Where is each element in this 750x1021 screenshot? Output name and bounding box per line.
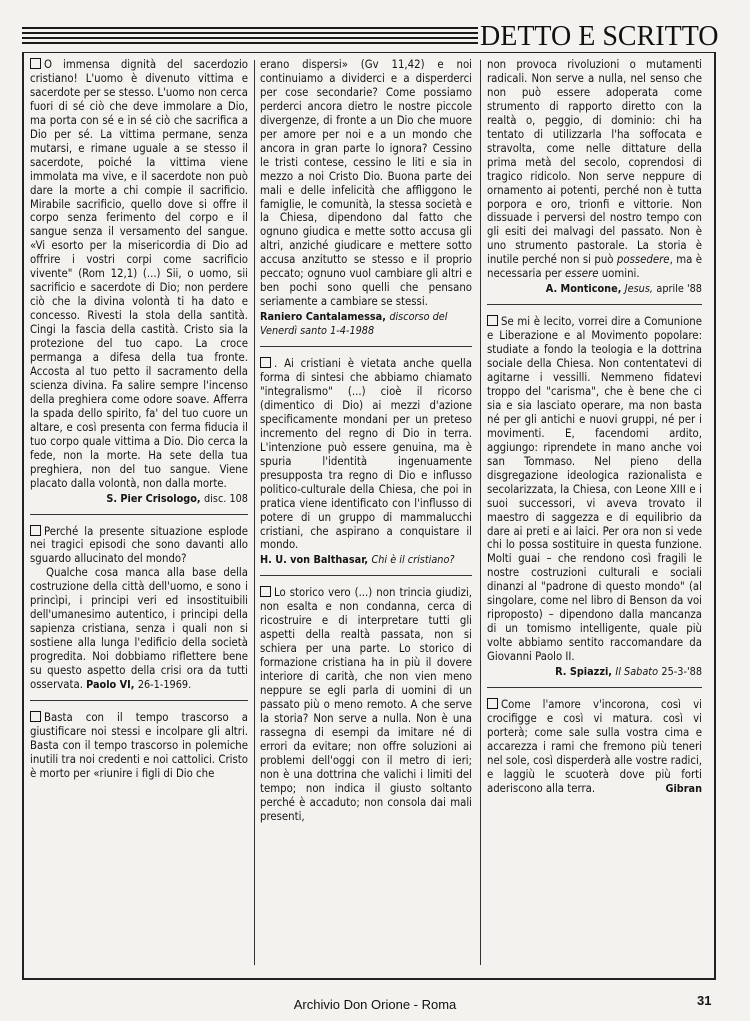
column-divider — [254, 60, 255, 965]
bullet-box-icon — [487, 698, 498, 709]
bullet-box-icon — [30, 525, 41, 536]
citation: A. Monticone, Jesus, aprile '88 — [545, 282, 702, 296]
citation: Raniero Cantalamessa, discorso del Venerdì santo 1-4-1988 — [260, 310, 448, 338]
archive-footer: Archivio Don Orione - Roma — [293, 997, 457, 1012]
citation: Gibran — [665, 781, 702, 795]
article-separator — [260, 346, 472, 347]
article-separator — [260, 575, 472, 576]
section-title: DETTO E SCRITTO — [480, 21, 719, 52]
column-2 — [260, 58, 472, 968]
quote-cantalamessa-cont: erano dispersi» (Gv 11,42) e noi continuiamo a dividerci e a disperderci per cose secondarie? Come possiamo perderci ancora dietro le nostre piccole divergenze, di fronte a un Dio che muore per amore per noi e a un mondo che ancora in gran parte lo ignora? Cessino le tristi contese, cessino le liti e sia in mezzo a noi Cristo Dio. Buona parte dei mali e delle infelicità che affliggono le famiglie, le comunità, la stessa società e la Chiesa, dipendono dal fatto che ognuno giudica e mette sotto accusa gli altri, anziché giudicare e mettere sotto accusa anzitutto se stesso e il proprio peccato; ognuno vuol cambiare gli altri e ben pochi sono quelli che pensano seriamente a cambiare se stessi. — [260, 58, 472, 309]
citation: H. U. von Balthasar, Chi è il cristiano? — [260, 553, 455, 567]
page-number: 31 — [697, 993, 712, 1008]
header-rules — [22, 27, 478, 47]
column-1 — [30, 58, 248, 968]
quote-paolo-vi: Perché la presente situazione esplode nei tragici episodi che sono davanti allo sguardo allucinato del mondo? — [30, 524, 248, 566]
article-separator — [487, 687, 702, 688]
quote-spiazzi: Se mi è lecito, vorrei dire a Comunione e Liberazione e al Movimento popolare: studiate a fondo la teologia e la dottrina sociale della Chiesa. Non contentatevi di agitarne i vessilli. Nemmeno fidatevi troppo del "carisma", che è bene che ci sia e sia lasciato operare, ma non basta né per gli antichi e nuovi gruppi, né per i movimenti. E, facendomi ardito, aggiungo: riprendete in mano anche voi san Tommaso. Nel pieno della disgregazione ideologica razionalista e secolarizzata, la Chiesa, con Leone XIII e i suoi successori, vi aveva trovato il maestro di saggezza e di equilibrio da dare ai preti e ai laici. Per ora non si vede chi lo possa sostituire in questa funzione. Molti guai – che rendono così fragili le nostre costruzioni culturali e sociali dinanzi al "padrone di questo mondo" (al singolare, come nel libro di Benson da voi riproposto) – dipendono dalla mancanza di un tomismo intelligente, quale più volte abbiamo sentito raccomandare da Giovanni Paolo II. — [487, 315, 702, 664]
bullet-box-icon — [260, 357, 271, 368]
bullet-box-icon — [487, 315, 498, 326]
bullet-box-icon — [30, 58, 41, 69]
quote-monticone: Lo storico vero (...) non trincia giudizi, non esalta e non condanna, cerca di ricostruire e di interpretare tutti gli aspetti della realtà passata, non si schiera per una parte. Lo storico di formazione cristiana ha in più il dovere interiore di carità, che non vien meno neppure se egli parla di uomini di un passato più o meno remoto. A che serve la storia? Non serve a nulla. Non è una rassegna di esempi da imitare né di errori da evitare; non offre soluzioni ai problemi dell'oggi con il metro di ieri; non è una dottrina che valichi i limiti del tempo; non indica il giusto soltanto perché è accaduto; non consola dai mali presenti, — [260, 586, 472, 823]
column-3 — [487, 58, 702, 968]
article-separator — [487, 304, 702, 305]
citation: Paolo VI, 26-1-1969. — [86, 677, 192, 691]
bullet-box-icon — [260, 586, 271, 597]
quote-balthasar: . Ai cristiani è vietata anche quella forma di sintesi che abbiamo chiamato "integralismo" (...) cioè il ricorso (dimentico di Dio) ai mezzi d'azione specificamente mondani per un preteso incremento del regno di Dio in terra. L'intenzione può essere genuina, ma è spuria l'identità ingenuamente presupposta tra regno di Dio e influsso politico-culturale della Chiesa, che poi in pratica viene identificato con l'influsso di potere di un gruppo di mammalucchi cristiani, che aspirano a conquistare il mondo. — [260, 357, 472, 552]
quote-gibran: Come l'amore v'incorona, così vi crocifigge e così vi matura. così vi porterà; come sale sulla vostra cima e accarezza i rami che fremono più teneri nel sole, così disperderà alle vostre radici, e laggiù le scuoterà dove più forti aderiscono alla terra. Gibran — [487, 697, 702, 795]
quote-cantalamessa: Basta con il tempo trascorso a giustificare noi stessi e incolpare gli altri. Basta con il tempo trascorso in polemiche inutili tra noi credenti e noi cattolici. Cristo è morto per «riunire i figli di Dio che — [30, 710, 248, 780]
quote-monticone-cont: non provoca rivoluzioni o mutamenti radicali. Non serve a nulla, nel senso che non può essere adoperata come strumento di rapporto diretto con la realtà o, peggio, di dominio: chi ha tentato di utilizzarla l'ha soffocata e stravolta, come nelle dittature della prima metà del secolo, coprendosi di tragico ridicolo. Non serve neppure di ornamento ai potenti, perché non è tutta porpora e oro, trionfi e vittorie. Non dissuade i perversi del nostro tempo con gli esiti dei malvagi del passato. Non è uno strumento pastorale. La storia è inutile perché non si può possedere, ma è necessaria per essere uomini. — [487, 58, 702, 281]
bullet-box-icon — [30, 711, 41, 722]
article-separator — [30, 700, 248, 701]
column-divider — [480, 60, 481, 965]
article-separator — [30, 514, 248, 515]
citation: S. Pier Crisologo, disc. 108 — [106, 491, 248, 505]
citation: R. Spiazzi, Il Sabato 25-3-'88 — [555, 665, 702, 679]
quote-crisologo: O immensa dignità del sacerdozio cristiano! L'uomo è divenuto vittima e sacerdote per se stesso. L'uomo non cerca fuori di sé ciò che deve immolare a Dio, ma porta con sé e in sé ciò che sacrifica a Dio per sé. La vittima permane, senza mutarsi, e rimane uguale a se stesso il sacerdote, poiché la vittima viene immolata ma vive, e il sacerdote non può dare la morte a chi compie il sacrificio. Mirabile sacrificio, quello dove si offre il corpo senza ferimento del corpo e il sangue senza il versamento del sangue. «Vi esorto per la misericordia di Dio ad offrire i vostri corpi come sacrificio vivente" (Rom 12,1) (...) Sii, o uomo, sii sacrificio e sacerdote di Dio; non perdere ciò che la divina volontà ti ha dato e concesso. Rivesti la stola della santità. Cingi la fascia della castità. Cristo sia la protezione del tuo capo. La croce permanga a difesa della tua fronte. Accosta al tuo petto il sacramento della scienza divina. Fa salire sempre l'incenso della preghiera come odore soave. Afferra la spada dello spirito, fa' del tuo cuore un altare, e così presenta con ferma fiducia il tuo corpo quale vittima a Dio. Dio cerca la fede, non la morte. Ha sete della tua preghiera, non del tuo sangue. Viene placato dalla volontà, non dalla morte. — [30, 58, 248, 490]
quote-paolo-vi-body: Qualche cosa manca alla base della costruzione della città dell'uomo, e sono i princìpi, i principi veri ed insostituibili dell'umanesimo autentico, i principi della sapienza cristiana, senza i quali non si sostiene alla lunga l'edificio della società progredita. Noi dobbiamo riflettere bene su questo aspetto della crisi ora da tutti osservata. Paolo VI, 26-1-1969. — [30, 566, 248, 691]
